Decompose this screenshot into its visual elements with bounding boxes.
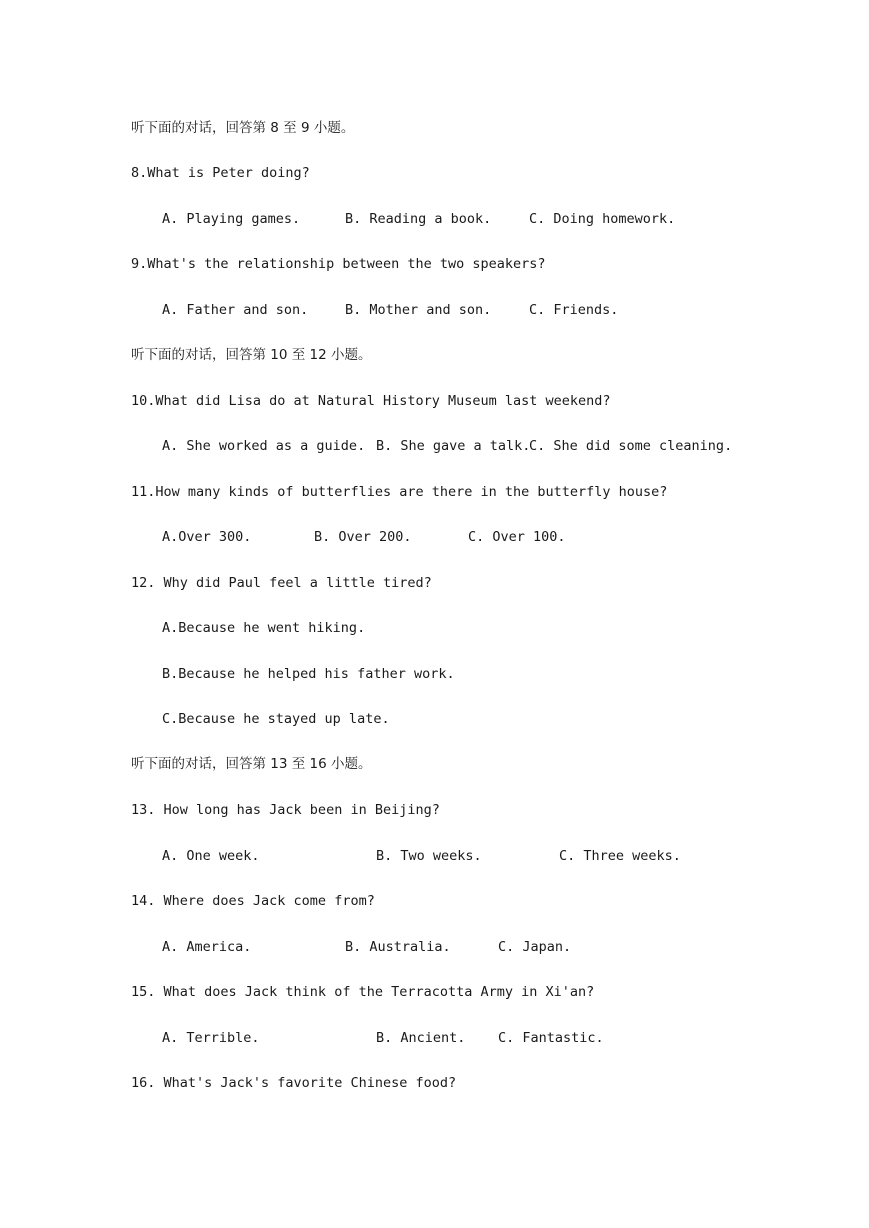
question-10: 10.What did Lisa do at Natural History Museum last weekend? bbox=[131, 393, 611, 409]
option-a: A. Playing games. bbox=[162, 211, 301, 227]
question-12-option-a: A.Because he went hiking. bbox=[162, 620, 366, 636]
question-11: 11.How many kinds of butterflies are there in the butterfly house? bbox=[131, 484, 668, 500]
question-14: 14. Where does Jack come from? bbox=[131, 893, 375, 909]
question-15: 15. What does Jack think of the Terracotta Army in Xi'an? bbox=[131, 984, 595, 1000]
option-c: C. She did some cleaning. bbox=[529, 438, 733, 454]
question-9: 9.What's the relationship between the two speakers? bbox=[131, 256, 546, 272]
option-a: A. Terrible. bbox=[162, 1030, 260, 1046]
option-c: C. Fantastic. bbox=[498, 1030, 604, 1046]
option-b: B. Australia. bbox=[345, 939, 451, 955]
question-12: 12. Why did Paul feel a little tired? bbox=[131, 575, 432, 591]
option-c: C. Japan. bbox=[498, 939, 572, 955]
option-b: B. Mother and son. bbox=[345, 302, 492, 318]
question-16: 16. What's Jack's favorite Chinese food? bbox=[131, 1075, 457, 1091]
option-b: B. Over 200. bbox=[314, 529, 412, 545]
option-a: A.Over 300. bbox=[162, 529, 252, 545]
option-a: A. She worked as a guide. bbox=[162, 438, 366, 454]
section-heading-8-9: 听下面的对话，回答第 8 至 9 小题。 bbox=[131, 120, 355, 136]
question-13: 13. How long has Jack been in Beijing? bbox=[131, 802, 440, 818]
option-c: C. Three weeks. bbox=[559, 848, 681, 864]
option-b: B. Two weeks. bbox=[376, 848, 482, 864]
question-12-option-b: B.Because he helped his father work. bbox=[162, 666, 455, 682]
option-b: B. Reading a book. bbox=[345, 211, 492, 227]
option-b: B. She gave a talk. bbox=[376, 438, 531, 454]
option-a: A. One week. bbox=[162, 848, 260, 864]
option-c: C. Over 100. bbox=[468, 529, 566, 545]
section-heading-10-12: 听下面的对话，回答第 10 至 12 小题。 bbox=[131, 347, 372, 363]
option-a: A. America. bbox=[162, 939, 252, 955]
option-b: B. Ancient. bbox=[376, 1030, 466, 1046]
option-a: A. Father and son. bbox=[162, 302, 309, 318]
section-heading-13-16: 听下面的对话，回答第 13 至 16 小题。 bbox=[131, 756, 372, 772]
question-12-option-c: C.Because he stayed up late. bbox=[162, 711, 390, 727]
option-c: C. Friends. bbox=[529, 302, 619, 318]
question-8: 8.What is Peter doing? bbox=[131, 165, 310, 181]
option-c: C. Doing homework. bbox=[529, 211, 676, 227]
